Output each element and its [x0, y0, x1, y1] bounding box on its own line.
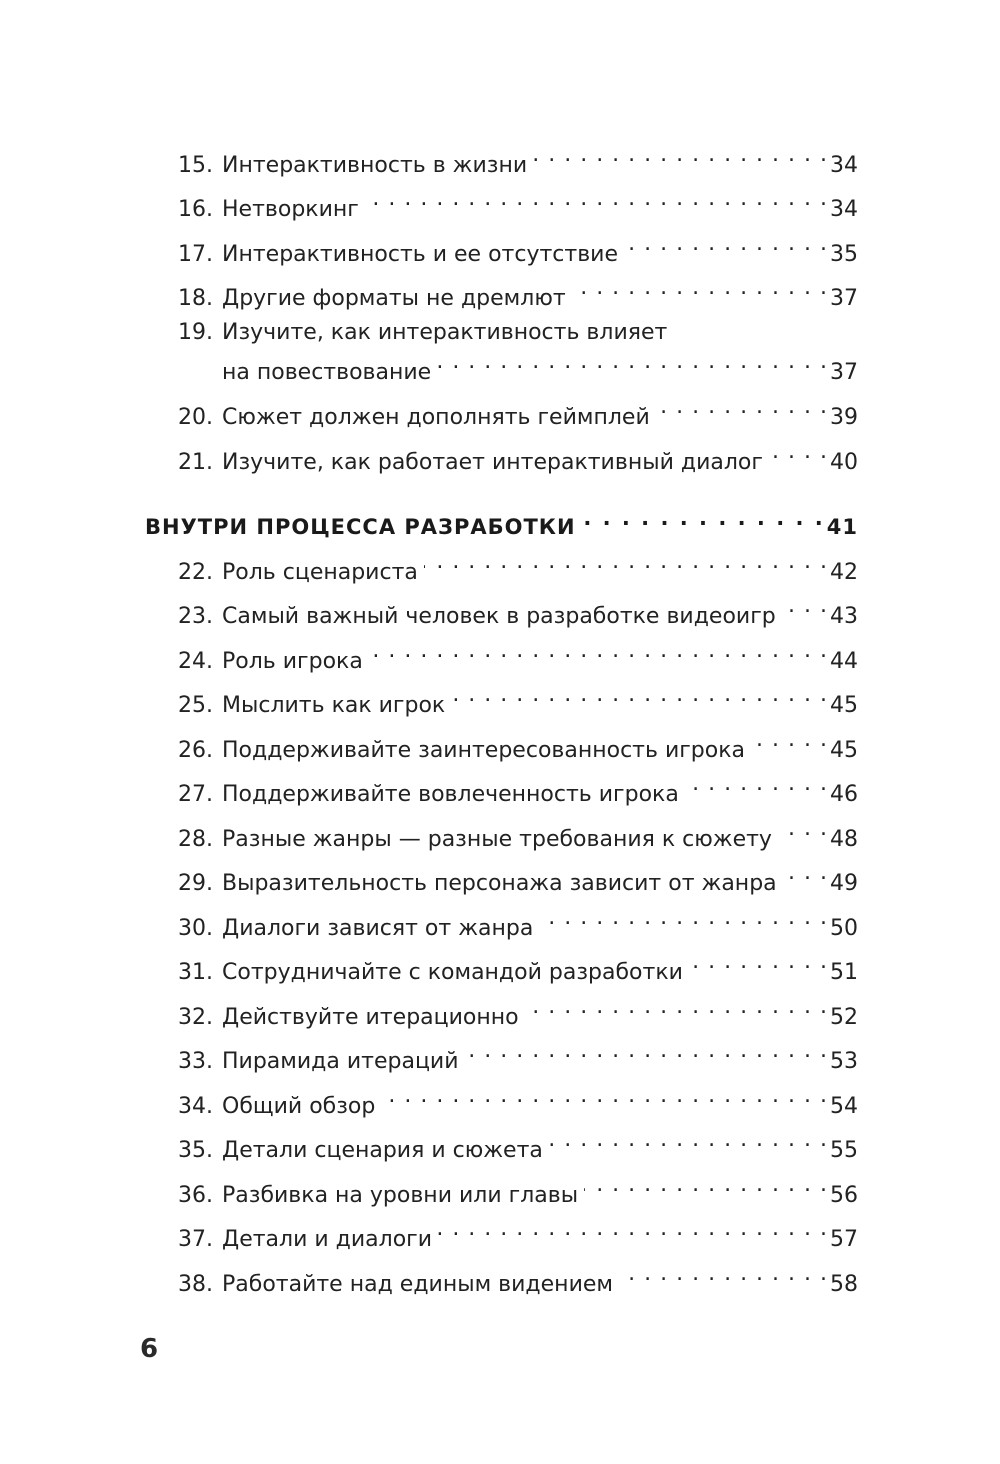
- page-number: 6: [140, 1334, 159, 1364]
- dot-leader: [624, 227, 828, 261]
- entry-page: 44: [830, 649, 858, 674]
- entry-title: Детали сценария и сюжета: [222, 1138, 543, 1163]
- entry-number: 31.: [178, 960, 213, 985]
- toc-entry-16: [178, 182, 858, 222]
- dot-leader: [465, 1034, 828, 1068]
- dot-leader: [582, 500, 825, 534]
- entry-title: Работайте над единым видением: [222, 1272, 613, 1297]
- entry-title: Интерактивность и ее отсутствие: [222, 242, 618, 267]
- dot-leader: [369, 634, 828, 668]
- entry-title: Другие форматы не дремлют: [222, 286, 566, 311]
- entry-page: 52: [830, 1005, 858, 1030]
- entry-number: 38.: [178, 1272, 213, 1297]
- toc-entry-36: [178, 1168, 858, 1208]
- entry-title: Диалоги зависят от жанра: [222, 916, 534, 941]
- toc-entry-29: [178, 856, 858, 896]
- dot-leader: [533, 138, 828, 172]
- entry-page: 48: [830, 827, 858, 852]
- toc-entry-18: [178, 271, 858, 311]
- entry-number: 32.: [178, 1005, 213, 1030]
- entry-number: 17.: [178, 242, 213, 267]
- dot-leader: [438, 1212, 828, 1246]
- toc-entry-20: [178, 390, 858, 430]
- entry-page: 43: [830, 604, 858, 629]
- dot-leader: [424, 545, 828, 579]
- dot-leader: [783, 856, 828, 890]
- entry-title: Изучите, как интерактивность влияет: [222, 320, 668, 345]
- dot-leader: [525, 990, 828, 1024]
- entry-number: 25.: [178, 693, 213, 718]
- entry-title: Разбивка на уровни или главы: [222, 1183, 579, 1208]
- entry-number: 30.: [178, 916, 213, 941]
- entry-page: 49: [830, 871, 858, 896]
- toc-entry-19-line2: [178, 345, 858, 385]
- dot-leader: [656, 390, 828, 424]
- dot-leader: [782, 589, 828, 623]
- entry-number: 27.: [178, 782, 213, 807]
- dot-leader: [689, 945, 828, 979]
- entry-page: 56: [830, 1183, 858, 1208]
- entry-number: 36.: [178, 1183, 213, 1208]
- section-title: ВНУТРИ ПРОЦЕССА РАЗРАБОТКИ: [145, 515, 576, 539]
- entry-number: 29.: [178, 871, 213, 896]
- section-heading: [145, 500, 858, 539]
- entry-page: 39: [830, 405, 858, 430]
- entry-page: 35: [830, 242, 858, 267]
- toc-entry-24: [178, 634, 858, 674]
- entry-page: 51: [830, 960, 858, 985]
- dot-leader: [451, 678, 828, 712]
- entry-page: 55: [830, 1138, 858, 1163]
- toc-entry-35: [178, 1123, 858, 1163]
- entry-number: 24.: [178, 649, 213, 674]
- dot-leader: [685, 767, 828, 801]
- dot-leader: [778, 812, 828, 846]
- toc-entry-23: [178, 589, 858, 629]
- entry-title: Нетворкинг: [222, 197, 359, 222]
- toc-entry-15: [178, 138, 858, 178]
- entry-title: Пирамида итераций: [222, 1049, 459, 1074]
- entry-number: 22.: [178, 560, 213, 585]
- entry-number: 15.: [178, 153, 213, 178]
- entry-page: 57: [830, 1227, 858, 1252]
- entry-page: 53: [830, 1049, 858, 1074]
- toc-entry-30: [178, 901, 858, 941]
- entry-title: Самый важный человек в разработке видеоигр: [222, 604, 776, 629]
- dot-leader: [769, 435, 828, 469]
- toc-entry-22: [178, 545, 858, 585]
- entry-page: 42: [830, 560, 858, 585]
- dot-leader: [751, 723, 828, 757]
- dot-leader: [437, 345, 828, 379]
- dot-leader: [572, 271, 828, 305]
- toc-entry-25: [178, 678, 858, 718]
- entry-page: 37: [830, 360, 858, 385]
- entry-title: Интерактивность в жизни: [222, 153, 528, 178]
- toc-entry-34: [178, 1079, 858, 1119]
- toc-entry-37: [178, 1212, 858, 1252]
- entry-number: 35.: [178, 1138, 213, 1163]
- entry-page: 54: [830, 1094, 858, 1119]
- entry-page: 58: [830, 1272, 858, 1297]
- dot-leader: [539, 901, 828, 935]
- entry-number: 33.: [178, 1049, 213, 1074]
- entry-page: 37: [830, 286, 858, 311]
- dot-leader: [549, 1123, 828, 1157]
- entry-number: 16.: [178, 197, 213, 222]
- entry-title: Выразительность персонажа зависит от жанра: [222, 871, 777, 896]
- dot-leader: [381, 1079, 828, 1113]
- section-page: 41: [826, 515, 858, 539]
- toc-entry-28: [178, 812, 858, 852]
- toc-entry-21: [178, 435, 858, 475]
- entry-number: 18.: [178, 286, 213, 311]
- entry-title: Роль игрока: [222, 649, 363, 674]
- toc-entry-32: [178, 990, 858, 1030]
- entry-number: 23.: [178, 604, 213, 629]
- entry-title: Сотрудничайте с командой разработки: [222, 960, 683, 985]
- entry-number: 19.: [178, 320, 213, 345]
- toc-entry-38: [178, 1257, 858, 1297]
- entry-title-continued: на повествование: [222, 360, 432, 385]
- entry-title: Поддерживайте вовлеченность игрока: [222, 782, 679, 807]
- dot-leader: [619, 1257, 828, 1291]
- entry-number: 26.: [178, 738, 213, 763]
- entry-title: Сюжет должен дополнять геймплей: [222, 405, 650, 430]
- entry-page: 45: [830, 693, 858, 718]
- entry-page: 40: [830, 450, 858, 475]
- dot-leader: [584, 1168, 828, 1202]
- entry-page: 45: [830, 738, 858, 763]
- toc-entry-31: [178, 945, 858, 985]
- toc-entry-17: [178, 227, 858, 267]
- entry-number: 28.: [178, 827, 213, 852]
- entry-title: Мыслить как игрок: [222, 693, 446, 718]
- toc-entry-33: [178, 1034, 858, 1074]
- entry-number: 21.: [178, 450, 213, 475]
- entry-title: Действуйте итерационно: [222, 1005, 519, 1030]
- entry-title: Общий обзор: [222, 1094, 376, 1119]
- entry-title: Детали и диалоги: [222, 1227, 433, 1252]
- entry-title: Изучите, как работает интерактивный диалог: [222, 450, 763, 475]
- entry-page: 46: [830, 782, 858, 807]
- entry-page: 34: [830, 197, 858, 222]
- toc-entry-27: [178, 767, 858, 807]
- entry-number: 34.: [178, 1094, 213, 1119]
- dot-leader: [365, 182, 828, 216]
- entry-number: 20.: [178, 405, 213, 430]
- entry-title: Поддерживайте заинтересованность игрока: [222, 738, 745, 763]
- toc-entry-26: [178, 723, 858, 763]
- entry-title: Разные жанры — разные требования к сюжету: [222, 827, 772, 852]
- entry-page: 34: [830, 153, 858, 178]
- entry-page: 50: [830, 916, 858, 941]
- entry-number: 37.: [178, 1227, 213, 1252]
- entry-title: Роль сценариста: [222, 560, 418, 585]
